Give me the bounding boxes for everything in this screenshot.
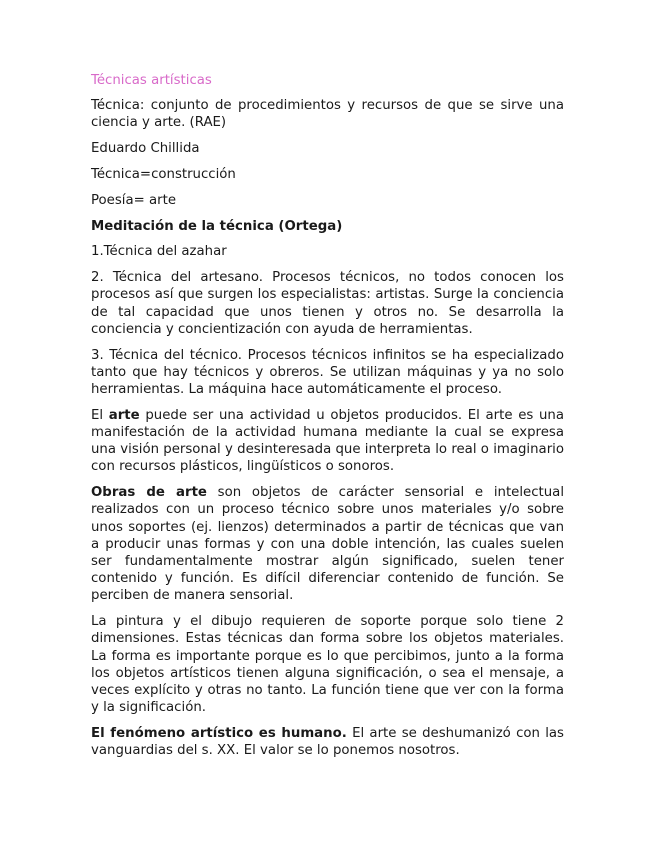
fenomeno-bold-term: El fenómeno artístico es humano. (91, 726, 347, 742)
paragraph-item-3: 3. Técnica del técnico. Procesos técnicos infinitos se ha especializado tanto que hay técnicos y obreros. Se utilizan máquinas y ya no solo herramientas. La máquina hace automáticamente el proceso. (91, 347, 564, 397)
paragraph-poesia: Poesía= arte (91, 192, 177, 208)
paragraph-item-2: 2. Técnica del artesano. Procesos técnicos, no todos conocen los procesos así que surgen los especialistas: artistas. Surge la conciencia de tal capacidad que unos tienen y otros no. Se desarrolla la conciencia y concientización con ayuda de herramientas. (91, 270, 564, 337)
document-title: Técnicas artísticas (91, 73, 212, 88)
paragraph-pintura: La pintura y el dibujo requieren de soporte porque solo tiene 2 dimensiones. Estas técnicas dan forma sobre los objetos materiales. La forma es importante porque es lo que percibimos, junto a la forma los objetos artísticos tienen alguna significación, o sea el mensaje, a veces explícito y otras no tanto. La función tiene que ver con la forma y la significación. (91, 614, 564, 716)
fenomeno-rest: El arte se deshumanizó con las vanguardias del s. XX. El valor se lo ponemos nosotros. (91, 726, 564, 759)
paragraph-definition: Técnica: conjunto de procedimientos y recursos de que se sirve una ciencia y arte. (RAE) (91, 98, 564, 131)
paragraph-arte (91, 407, 564, 476)
arte-prefix: El (91, 407, 109, 423)
obras-bold-term: Obras de arte (91, 485, 207, 501)
paragraph-tecnica: Técnica=construcción (91, 167, 236, 182)
paragraph-fenomeno (91, 725, 564, 759)
obras-rest: son objetos de carácter sensorial e intelectual realizados con un proceso técnico sobre unos materiales y/o sobre unos soportes (ej. lienzos) determinados a partir de técnicas que van a producir unas formas y con una doble intención, las cuales suelen ser fundamentalmente mostrar algún significado, suelen tener contenido y función. Es difícil diferenciar contenido de función. Se perciben de manera sensorial. (91, 485, 565, 604)
document-page (91, 72, 564, 768)
paragraph-obras (91, 484, 564, 604)
arte-rest: puede ser una actividad u objetos producidos. El arte es una manifestación de la actividad humana mediante la cual se expresa una visión personal y desinteresada que interpreta lo real o imaginario con recursos plásticos, lingüísticos o sonoros. (91, 407, 564, 475)
paragraph-item-1: 1.Técnica del azahar (91, 244, 227, 260)
paragraph-author: Eduardo Chillida (91, 141, 200, 157)
arte-bold-term: arte (108, 407, 140, 423)
section-heading-meditacion: Meditación de la técnica (Ortega) (91, 218, 343, 234)
